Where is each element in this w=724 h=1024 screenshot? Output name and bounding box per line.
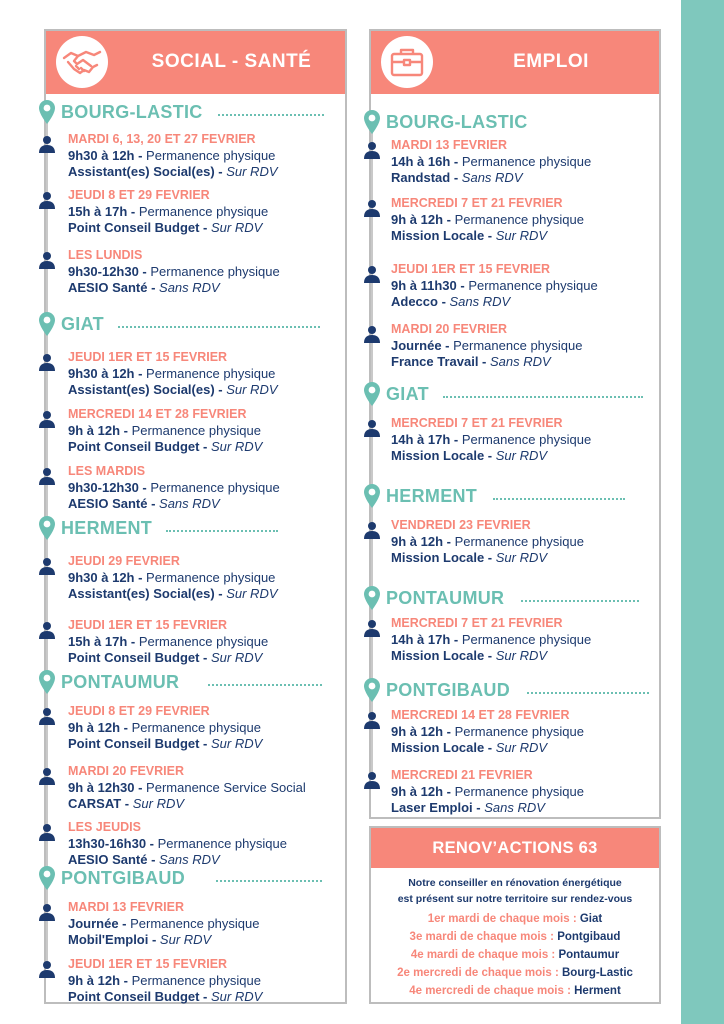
- location-pin-icon: [38, 99, 56, 130]
- entry-hours: Journée -: [391, 338, 454, 353]
- town-name: GIAT: [386, 384, 429, 404]
- renov-row-town: Bourg-Lastic: [561, 967, 633, 979]
- renov-actions-panel: [369, 826, 661, 1004]
- person-icon: [38, 191, 56, 214]
- renov-row: [371, 929, 659, 945]
- person-icon: [363, 265, 381, 288]
- person-icon: [363, 619, 381, 642]
- entry-lines: [391, 767, 584, 816]
- dotted-divider: [527, 692, 649, 694]
- entry-lines: [68, 187, 268, 236]
- entry-organisation: Point Conseil Budget -: [68, 989, 211, 1004]
- town-heading: [38, 99, 308, 125]
- entry-org-line: [391, 228, 584, 244]
- renov-row-town: Pontgibaud: [557, 931, 621, 943]
- entry-type: Permanence physique: [454, 784, 584, 799]
- entry-organisation: Mission Locale -: [391, 648, 496, 663]
- entry-date: MARDI 13 FEVRIER: [68, 900, 184, 914]
- town-name: PONTAUMUR: [386, 588, 505, 608]
- entry-date: MARDI 20 FEVRIER: [391, 322, 507, 336]
- entry-lines: [68, 956, 262, 1005]
- town-name: PONTAUMUR: [61, 672, 180, 692]
- entry-organisation: Laser Emploi -: [391, 800, 485, 815]
- entry-date: JEUDI 8 ET 29 FEVRIER: [68, 188, 210, 202]
- entry-organisation: AESIO Santé -: [68, 852, 160, 867]
- entry-rdv: Sur RDV: [495, 648, 548, 663]
- entry-rdv: Sur RDV: [495, 550, 548, 565]
- renov-row-period: 4e mercredi de chaque mois :: [409, 985, 575, 997]
- entry-date: MARDI 13 FEVRIER: [391, 138, 507, 152]
- town-name: GIAT: [61, 314, 104, 334]
- person-icon: [363, 521, 381, 544]
- entry-hours: 9h à 12h -: [391, 534, 455, 549]
- entry-organisation: Adecco -: [391, 294, 450, 309]
- renov-intro: [371, 875, 659, 907]
- entry-org-line: [391, 800, 584, 816]
- entry-lines: [391, 615, 591, 664]
- entry-org-line: [391, 448, 591, 464]
- entry-type: Permanence physique: [157, 836, 287, 851]
- entry-hours-line: [391, 338, 582, 354]
- dotted-divider: [218, 114, 324, 116]
- entry-organisation: Assistant(es) Social(es) -: [68, 586, 227, 601]
- emploi-title: EMPLOI: [513, 51, 589, 72]
- entry-hours-line: [391, 432, 591, 448]
- location-pin-icon: [38, 311, 56, 342]
- entry-org-line: [68, 439, 262, 455]
- entry-type: Permanence physique: [146, 148, 276, 163]
- dotted-divider: [493, 498, 625, 500]
- emploi-panel: [369, 29, 661, 819]
- entry-type: Permanence physique: [454, 724, 584, 739]
- entry-hours: 9h30 à 12h -: [68, 148, 147, 163]
- entry-org-line: [68, 164, 278, 180]
- entry-lines: [391, 707, 584, 756]
- entry-hours-line: [68, 204, 268, 220]
- entry-type: Permanence physique: [461, 154, 592, 169]
- entry-organisation: France Travail -: [391, 354, 490, 369]
- person-icon: [38, 410, 56, 433]
- entry-rdv: Sur RDV: [495, 228, 548, 243]
- entry-date: MERCREDI 7 ET 21 FEVRIER: [391, 616, 563, 630]
- entry-hours-line: [391, 784, 584, 800]
- entry-organisation: Mission Locale -: [391, 550, 496, 565]
- entry-rdv: Sur RDV: [211, 736, 263, 751]
- town-heading: [363, 677, 633, 703]
- entry-hours: 9h à 12h30 -: [68, 780, 147, 795]
- entry-hours: 9h30 à 12h -: [68, 366, 147, 381]
- entry-lines: [68, 819, 287, 868]
- entry-hours: 9h à 12h -: [391, 724, 455, 739]
- entry-org-line: [68, 280, 280, 296]
- entry-organisation: Randstad -: [391, 170, 462, 185]
- entry-hours: 9h à 11h30 -: [391, 278, 469, 293]
- entry-date: JEUDI 1ER ET 15 FEVRIER: [68, 618, 228, 632]
- entry-rdv: Sur RDV: [226, 164, 278, 179]
- entry-hours: 9h à 12h -: [68, 423, 132, 438]
- entry-lines: [68, 617, 268, 666]
- town-name: BOURG-LASTIC: [61, 102, 203, 122]
- entry-hours: 9h30-12h30 -: [68, 264, 151, 279]
- entry-lines: [68, 763, 306, 812]
- entry-hours-line: [68, 780, 306, 796]
- renov-row-period: 3e mardi de chaque mois :: [409, 931, 558, 943]
- entry-lines: [68, 349, 278, 398]
- entry-hours-line: [68, 720, 262, 736]
- entry-type: Permanence physique: [131, 423, 261, 438]
- entry-hours: 14h à 17h -: [391, 632, 462, 647]
- entry-hours-line: [391, 534, 584, 550]
- entry-lines: [68, 899, 259, 948]
- person-icon: [38, 767, 56, 790]
- entry-hours-line: [68, 480, 280, 496]
- entry-type: Permanence physique: [130, 916, 260, 931]
- entry-date: MARDI 6, 13, 20 ET 27 FEVRIER: [68, 132, 256, 146]
- renov-row: [371, 947, 659, 963]
- renov-row: [371, 965, 659, 981]
- town-name: HERMENT: [386, 486, 478, 506]
- entry-type: Permanence physique: [138, 634, 269, 649]
- entry-date: JEUDI 1ER ET 15 FEVRIER: [68, 350, 228, 364]
- entry-lines: [391, 195, 584, 244]
- dotted-divider: [521, 600, 639, 602]
- entry-date: JEUDI 1ER ET 15 FEVRIER: [68, 957, 228, 971]
- entry-date: MERCREDI 7 ET 21 FEVRIER: [391, 196, 563, 210]
- entry-date: MERCREDI 7 ET 21 FEVRIER: [391, 416, 563, 430]
- entry-hours: 14h à 17h -: [391, 432, 462, 447]
- entry-hours: 9h30-12h30 -: [68, 480, 151, 495]
- entry-hours-line: [68, 916, 259, 932]
- person-icon: [38, 135, 56, 158]
- person-icon: [38, 707, 56, 730]
- entry-rdv: Sans RDV: [449, 294, 511, 309]
- dotted-divider: [118, 326, 320, 328]
- entry-org-line: [68, 736, 262, 752]
- person-icon: [363, 419, 381, 442]
- renov-row-period: 2e mercredi de chaque mois :: [397, 967, 562, 979]
- person-icon: [38, 960, 56, 983]
- entry-type: Permanence physique: [454, 534, 584, 549]
- entry-type: Permanence physique: [453, 338, 583, 353]
- entry-organisation: CARSAT -: [68, 796, 133, 811]
- entry-org-line: [68, 796, 306, 812]
- entry-hours-line: [68, 366, 278, 382]
- dotted-divider: [216, 880, 322, 882]
- social-sante-panel: [44, 29, 347, 1004]
- person-icon: [363, 771, 381, 794]
- town-name: HERMENT: [61, 518, 153, 538]
- entry-lines: [68, 131, 278, 180]
- entry-hours: Journée -: [68, 916, 131, 931]
- social-sante-title: SOCIAL - SANTÉ: [151, 51, 312, 72]
- entry-hours: 9h à 12h -: [68, 720, 132, 735]
- entry-lines: [68, 406, 262, 455]
- entry-hours: 9h à 12h -: [68, 973, 132, 988]
- entry-organisation: Assistant(es) Social(es) -: [68, 382, 227, 397]
- renov-row-town: Pontaumur: [558, 949, 620, 961]
- renov-intro-line-1: Notre conseiller en rénovation énergétique: [408, 877, 622, 889]
- entry-rdv: Sans RDV: [490, 354, 551, 369]
- person-icon: [363, 141, 381, 164]
- entry-type: Permanence physique: [131, 973, 261, 988]
- town-name: PONTGIBAUD: [386, 680, 510, 700]
- decorative-side-band: [681, 0, 724, 1024]
- renov-row: [371, 911, 659, 927]
- entry-type: Permanence physique: [461, 632, 592, 647]
- entry-rdv: Sur RDV: [211, 439, 263, 454]
- person-icon: [38, 823, 56, 846]
- renov-row-period: 4e mardi de chaque mois :: [410, 949, 559, 961]
- renov-intro-line-2: est présent sur notre territoire sur rendez-vous: [397, 893, 633, 905]
- renov-row-town: Herment: [574, 985, 621, 997]
- location-pin-icon: [363, 381, 381, 412]
- entry-organisation: Mobil'Emploi -: [68, 932, 160, 947]
- location-pin-icon: [363, 483, 381, 514]
- entry-organisation: Point Conseil Budget -: [68, 439, 211, 454]
- town-heading: [363, 381, 633, 407]
- entry-rdv: Sur RDV: [495, 740, 548, 755]
- entry-hours: 9h30 à 12h -: [68, 570, 147, 585]
- entry-hours-line: [68, 423, 262, 439]
- entry-rdv: Sur RDV: [132, 796, 185, 811]
- renov-row-period: 1er mardi de chaque mois :: [427, 913, 580, 925]
- entry-organisation: Point Conseil Budget -: [68, 736, 211, 751]
- dotted-divider: [443, 396, 643, 398]
- location-pin-icon: [363, 109, 381, 140]
- entry-org-line: [68, 932, 259, 948]
- entry-organisation: AESIO Santé -: [68, 280, 160, 295]
- entry-hours-line: [391, 632, 591, 648]
- entry-hours-line: [391, 724, 584, 740]
- entry-hours-line: [68, 264, 280, 280]
- entry-rdv: Sur RDV: [211, 989, 263, 1004]
- entry-rdv: Sur RDV: [211, 220, 263, 235]
- entry-org-line: [68, 586, 278, 602]
- entry-hours-line: [391, 154, 591, 170]
- person-icon: [38, 251, 56, 274]
- entry-hours: 9h à 12h -: [391, 784, 455, 799]
- town-heading: [38, 865, 308, 891]
- entry-hours: 13h30-16h30 -: [68, 836, 158, 851]
- entry-org-line: [68, 220, 268, 236]
- person-icon: [38, 621, 56, 644]
- entry-type: Permanence physique: [150, 264, 280, 279]
- town-heading: [38, 669, 308, 695]
- town-heading: [363, 585, 633, 611]
- entry-date: LES JEUDIS: [68, 820, 141, 834]
- entry-type: Permanence physique: [146, 366, 276, 381]
- entry-hours-line: [68, 634, 268, 650]
- entry-rdv: Sur RDV: [226, 586, 278, 601]
- entry-org-line: [391, 170, 591, 186]
- entry-date: VENDREDI 23 FEVRIER: [391, 518, 531, 532]
- entry-rdv: Sans RDV: [159, 852, 220, 867]
- entry-org-line: [391, 354, 582, 370]
- entry-hours: 15h à 17h -: [68, 204, 139, 219]
- entry-date: MERCREDI 14 ET 28 FEVRIER: [391, 708, 570, 722]
- entry-hours-line: [68, 148, 278, 164]
- entry-rdv: Sans RDV: [461, 170, 523, 185]
- entry-hours-line: [391, 212, 584, 228]
- entry-hours-line: [68, 836, 287, 852]
- person-icon: [363, 199, 381, 222]
- entry-lines: [391, 261, 598, 310]
- person-icon: [363, 325, 381, 348]
- entry-type: Permanence physique: [150, 480, 280, 495]
- entry-organisation: Point Conseil Budget -: [68, 650, 211, 665]
- renov-row-town: Giat: [579, 913, 603, 925]
- entry-lines: [68, 247, 280, 296]
- entry-rdv: Sur RDV: [226, 382, 278, 397]
- person-icon: [38, 557, 56, 580]
- dotted-divider: [166, 530, 278, 532]
- entry-rdv: Sur RDV: [211, 650, 263, 665]
- entry-org-line: [391, 648, 591, 664]
- entry-date: JEUDI 8 ET 29 FEVRIER: [68, 704, 210, 718]
- dotted-divider: [208, 684, 322, 686]
- entry-lines: [68, 553, 278, 602]
- location-pin-icon: [363, 585, 381, 616]
- entry-hours-line: [391, 278, 598, 294]
- entry-org-line: [68, 496, 280, 512]
- entry-lines: [391, 137, 591, 186]
- emploi-header: [371, 31, 659, 94]
- entry-date: LES MARDIS: [68, 464, 146, 478]
- entry-lines: [391, 415, 591, 464]
- entry-hours-line: [68, 973, 262, 989]
- entry-organisation: Assistant(es) Social(es) -: [68, 164, 227, 179]
- entry-lines: [391, 517, 584, 566]
- town-name: PONTGIBAUD: [61, 868, 185, 888]
- person-icon: [38, 903, 56, 926]
- renov-row: [371, 983, 659, 999]
- entry-org-line: [68, 650, 268, 666]
- entry-date: MERCREDI 14 ET 28 FEVRIER: [68, 407, 247, 421]
- entry-org-line: [391, 550, 584, 566]
- entry-date: LES LUNDIS: [68, 248, 143, 262]
- location-pin-icon: [38, 669, 56, 700]
- location-pin-icon: [38, 515, 56, 546]
- entry-date: MARDI 20 FEVRIER: [68, 764, 184, 778]
- location-pin-icon: [363, 677, 381, 708]
- entry-date: JEUDI 29 FEVRIER: [68, 554, 180, 568]
- social-sante-header: [46, 31, 345, 94]
- town-heading: [363, 483, 633, 509]
- handshake-icon: [56, 36, 108, 88]
- entry-type: Permanence physique: [468, 278, 598, 293]
- briefcase-icon: [381, 36, 433, 88]
- entry-hours-line: [68, 570, 278, 586]
- person-icon: [38, 467, 56, 490]
- entry-rdv: Sans RDV: [484, 800, 545, 815]
- town-heading: [363, 109, 633, 135]
- entry-organisation: Mission Locale -: [391, 448, 496, 463]
- town-heading: [38, 515, 308, 541]
- entry-organisation: Mission Locale -: [391, 228, 496, 243]
- town-name: BOURG-LASTIC: [386, 112, 528, 132]
- entry-type: Permanence physique: [131, 720, 261, 735]
- entry-date: JEUDI 1ER ET 15 FEVRIER: [391, 262, 551, 276]
- entry-rdv: Sans RDV: [159, 496, 220, 511]
- entry-date: MERCREDI 21 FEVRIER: [391, 768, 533, 782]
- entry-type: Permanence physique: [138, 204, 269, 219]
- entry-rdv: Sur RDV: [159, 932, 212, 947]
- entry-organisation: Mission Locale -: [391, 740, 496, 755]
- entry-hours: 14h à 16h -: [391, 154, 462, 169]
- person-icon: [38, 353, 56, 376]
- entry-type: Permanence physique: [461, 432, 592, 447]
- entry-org-line: [68, 382, 278, 398]
- entry-lines: [68, 463, 280, 512]
- entry-lines: [391, 321, 582, 370]
- entry-type: Permanence physique: [146, 570, 276, 585]
- entry-hours: 15h à 17h -: [68, 634, 139, 649]
- town-heading: [38, 311, 308, 337]
- entry-lines: [68, 703, 262, 752]
- entry-type: Permanence physique: [454, 212, 584, 227]
- renov-actions-title: RENOV’ACTIONS 63: [371, 828, 659, 868]
- entry-org-line: [391, 294, 598, 310]
- entry-hours: 9h à 12h -: [391, 212, 455, 227]
- entry-rdv: Sur RDV: [495, 448, 548, 463]
- entry-organisation: Point Conseil Budget -: [68, 220, 211, 235]
- entry-org-line: [391, 740, 584, 756]
- location-pin-icon: [38, 865, 56, 896]
- entry-type: Permanence Service Social: [146, 780, 306, 795]
- entry-org-line: [68, 989, 262, 1005]
- entry-rdv: Sans RDV: [159, 280, 220, 295]
- person-icon: [363, 711, 381, 734]
- entry-organisation: AESIO Santé -: [68, 496, 160, 511]
